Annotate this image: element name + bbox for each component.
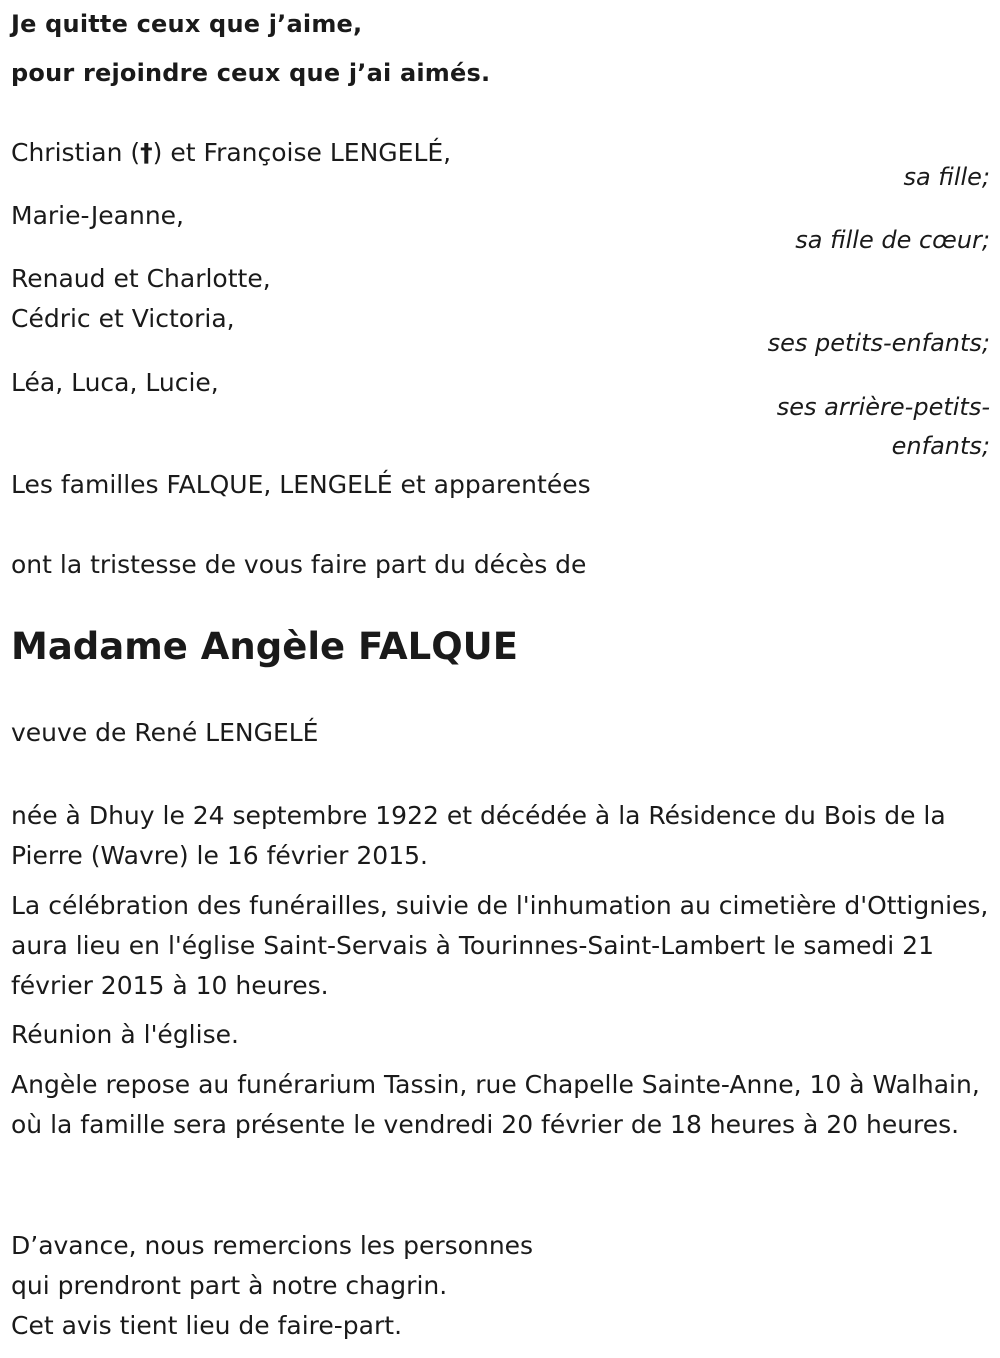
- christian-rest: ) et Françoise LENGELÉ,: [152, 138, 452, 167]
- family-lea: Léa, Luca, Lucie,: [11, 368, 219, 397]
- reunion-paragraph: Réunion à l'église.: [11, 1020, 239, 1049]
- repose-paragraph: Angèle repose au funérarium Tassin, rue Chapelle Sainte-Anne, 10 à Walhain, où la famille sera présente le vendredi 20 février de 18 heures à 20 heures.: [11, 1070, 980, 1139]
- closing-line-3: Cet avis tient lieu de faire-part.: [11, 1311, 403, 1340]
- christian-name: Christian (: [11, 138, 141, 167]
- epigraph-line-1: Je quitte ceux que j’aime,: [11, 10, 363, 38]
- birth-death-paragraph: née à Dhuy le 24 septembre 1922 et décédée à la Résidence du Bois de la Pierre (Wavre) le 16 février 2015.: [11, 801, 946, 870]
- label-fille: sa fille;: [903, 163, 990, 191]
- epigraph-line-2: pour rejoindre ceux que j’ai aimés.: [11, 59, 491, 87]
- family-familles: Les familles FALQUE, LENGELÉ et apparentées: [11, 470, 591, 499]
- label-arriere-2: enfants;: [891, 432, 990, 460]
- family-cedric: Cédric et Victoria,: [11, 304, 235, 333]
- label-petits-enfants: ses petits-enfants;: [767, 329, 990, 357]
- family-christian: [11, 138, 451, 167]
- closing-line-1: D’avance, nous remercions les personnes: [11, 1231, 534, 1260]
- announcement: ont la tristesse de vous faire part du décès de: [11, 550, 587, 579]
- label-arriere-1: ses arrière-petits-: [776, 393, 990, 421]
- label-fille-coeur: sa fille de cœur;: [795, 226, 990, 254]
- closing-block: [11, 1226, 991, 1346]
- family-marie-jeanne: Marie-Jeanne,: [11, 201, 184, 230]
- family-renaud: Renaud et Charlotte,: [11, 264, 271, 293]
- closing-line-2: qui prendront part à notre chagrin.: [11, 1271, 448, 1300]
- deceased-name: Madame Angèle FALQUE: [11, 625, 518, 668]
- cross-icon: †: [140, 138, 153, 167]
- widow-of: veuve de René LENGELÉ: [11, 718, 319, 747]
- funeral-paragraph: La célébration des funérailles, suivie de l'inhumation au cimetière d'Ottignies, aura lieu en l'église Saint-Servais à Tourinnes-Saint-Lambert le samedi 21 février 2015 à 10 heures.: [11, 891, 989, 1000]
